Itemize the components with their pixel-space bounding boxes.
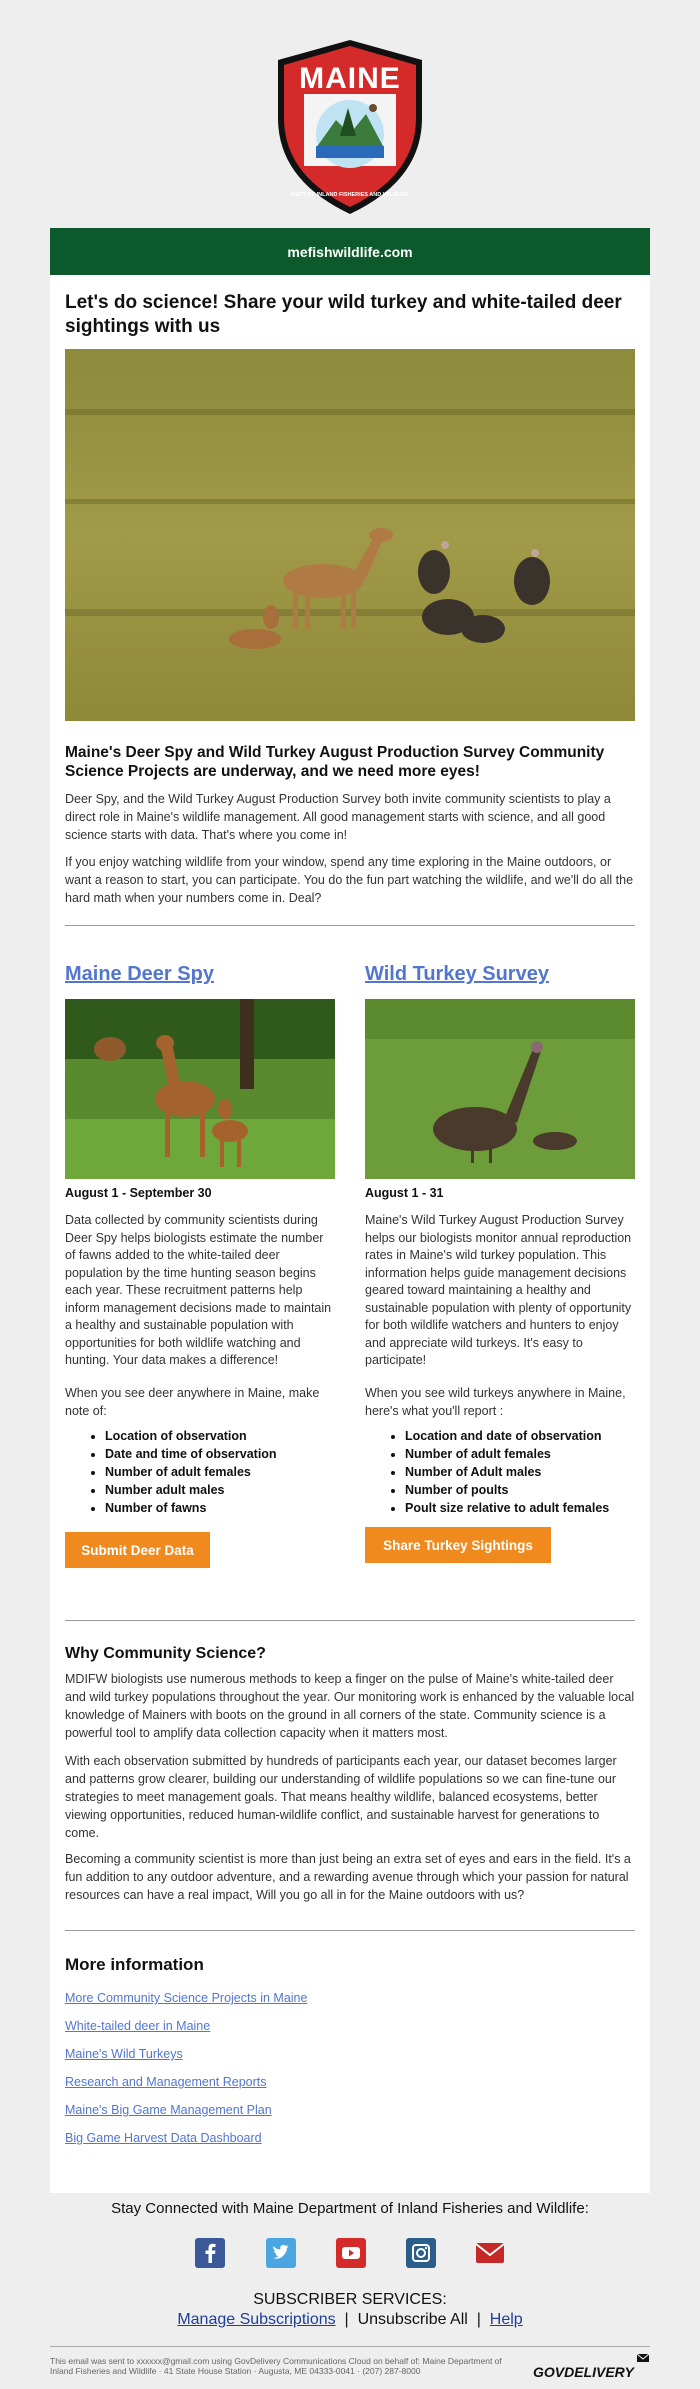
divider (65, 1620, 635, 1621)
why-paragraph-2: With each observation submitted by hundreds of participants each year, our dataset becomes larger and patterns grow clearer, building our understanding of wildlife populations so we can fine-tune our strategies to meet management goals. That means healthy wildlife, balanced ecosystems, better viewing opportunities, reduced human-wildlife conflict, and sustainable harvest for generations to come. (65, 1754, 617, 1840)
govdelivery-brand: GOVDELIVERY (533, 2364, 634, 2380)
list-item: • Number of adult females (405, 1445, 635, 1463)
list-item: • Number of fawns (105, 1499, 335, 1517)
logo-title: MAINE (299, 62, 401, 95)
govdelivery-mail-icon (636, 2352, 650, 2364)
turkey-survey-title-link[interactable]: Wild Turkey Survey (365, 963, 549, 985)
share-turkey-sightings-button[interactable]: Share Turkey Sightings (365, 1527, 551, 1563)
list-item: • Poult size relative to adult females (405, 1499, 635, 1517)
link-research-reports[interactable]: Research and Management Reports (65, 2075, 267, 2089)
site-link[interactable]: mefishwildlife.com (287, 243, 413, 260)
intro-paragraph-1: Deer Spy, and the Wild Turkey August Production Survey both invite community scientists to play a direct role in Maine's wildlife management. All good management starts with science, and all good science starts with data. That's where you come in! (65, 792, 611, 842)
link-more-community-science[interactable]: More Community Science Projects in Maine (65, 1991, 308, 2005)
turkey-survey-list (365, 1427, 635, 1517)
list-item: • Number of Adult males (405, 1463, 635, 1481)
why-title: Why Community Science? (65, 1645, 266, 1662)
list-item: • Location and date of observation (405, 1427, 635, 1445)
help-link[interactable]: Help (489, 2311, 523, 2328)
youtube-icon[interactable] (336, 2238, 366, 2268)
main-content (50, 275, 650, 2193)
turkey-survey-section (365, 963, 635, 986)
separator: | (344, 2311, 349, 2328)
deer-spy-list (65, 1427, 335, 1517)
why-paragraph-1: MDIFW biologists use numerous methods to keep a finger on the pulse of Maine's white-tailed deer and wild turkey populations throughout the year. Our monitoring work is enhanced by the valuable local knowledge of Mainers with boots on the ground in all corners of the state. Community science is a powerful tool to amplify data collection capacity when it matters most. (65, 1672, 635, 1740)
deer-spy-title-link[interactable]: Maine Deer Spy (65, 963, 214, 985)
deer-spy-note: When you see deer anywhere in Maine, make note of: (65, 1386, 320, 1418)
hero-image (65, 349, 635, 721)
stay-connected-text: Stay Connected with Maine Department of Inland Fisheries and Wildlife: (111, 2200, 589, 2217)
turkey-survey-dates: August 1 - 31 (365, 1186, 444, 1200)
facebook-icon[interactable] (195, 2238, 225, 2268)
submit-deer-data-button[interactable]: Submit Deer Data (65, 1532, 210, 1568)
unsubscribe-all-link[interactable]: Unsubscribe All (357, 2311, 468, 2328)
divider (65, 1930, 635, 1931)
logo-arc-text: DEPT OF INLAND FISHERIES AND WILDLIFE (291, 192, 409, 198)
turkey-survey-image (365, 999, 635, 1179)
link-white-tailed-deer[interactable]: White-tailed deer in Maine (65, 2019, 211, 2033)
page-title: Let's do science! Share your wild turkey and white-tailed deer sightings with us (65, 292, 622, 337)
more-info-title: More information (65, 1955, 204, 1974)
list-item: • Number adult males (105, 1481, 335, 1499)
turkey-survey-paragraph: Maine's Wild Turkey August Production Survey helps our biologists monitor annual reproduction rates in Maine's wild turkey population. This information helps guide management decisions geared toward maintaining a healthy and sustainable population with plenty of opportunity for both wildlife watchers and hunters to enjoy and appreciate wild turkeys. It's easy to participate! (365, 1213, 632, 1367)
footer-fine-print: This email was sent to xxxxxx@gmail.com using GovDelivery Communications Cloud on behalf of: Maine Department of Inland Fisheries and Wildlife · 41 State House Station · Augusta, ME 04333-0041 · (207) 287-8000 (50, 2356, 502, 2376)
footer-divider (50, 2346, 650, 2347)
intro-subtitle: Maine's Deer Spy and Wild Turkey August Production Survey Community Science Projects are underway, and we need more eyes! (65, 744, 605, 780)
list-item: • Number of adult females (105, 1463, 335, 1481)
link-harvest-dashboard[interactable]: Big Game Harvest Data Dashboard (65, 2131, 262, 2145)
divider (65, 925, 635, 926)
logo-area (0, 0, 700, 228)
manage-subscriptions-link[interactable]: Manage Subscriptions (177, 2311, 336, 2328)
email-icon[interactable] (475, 2238, 505, 2268)
site-header-bar (50, 228, 650, 275)
list-item: • Location of observation (105, 1427, 335, 1445)
deer-spy-section (65, 963, 335, 986)
list-item: • Date and time of observation (105, 1445, 335, 1463)
instagram-icon[interactable] (406, 2238, 436, 2268)
why-paragraph-3: Becoming a community scientist is more than just being an extra set of eyes and ears in the field. It's a fun addition to any outdoor adventure, and a rewarding avenue through which your passion for natural resources can have a real impact, Will you go all in for the Maine outdoors with us? (65, 1852, 631, 1902)
subscriber-links (0, 2311, 700, 2329)
deer-spy-dates: August 1 - September 30 (65, 1186, 212, 1200)
intro-paragraph-2: If you enjoy watching wildlife from your window, spend any time exploring in the Maine outdoors, or want a reason to start, you can participate. You do the fun part watching the wildlife, and we'll do all the hard math when your numbers come in. Deal? (65, 855, 634, 905)
twitter-icon[interactable] (266, 2238, 296, 2268)
deer-spy-paragraph: Data collected by community scientists during Deer Spy helps biologists estimate the number of fawns added to the white-tailed deer population by the time hunting season begins each year. These recruitment patterns help inform management decisions made to maintain a healthy and sustainable population with opportunities for both wildlife watching and hunting. Your data makes a difference! (65, 1213, 332, 1367)
turkey-survey-note: When you see wild turkeys anywhere in Maine, here's what you'll report : (365, 1386, 626, 1418)
deer-spy-image (65, 999, 335, 1179)
separator: | (476, 2311, 481, 2328)
list-item: • Number of poults (405, 1481, 635, 1499)
subscriber-services-label: SUBSCRIBER SERVICES: (253, 2291, 447, 2308)
link-big-game-plan[interactable]: Maine's Big Game Management Plan (65, 2103, 272, 2117)
link-wild-turkeys[interactable]: Maine's Wild Turkeys (65, 2047, 183, 2061)
